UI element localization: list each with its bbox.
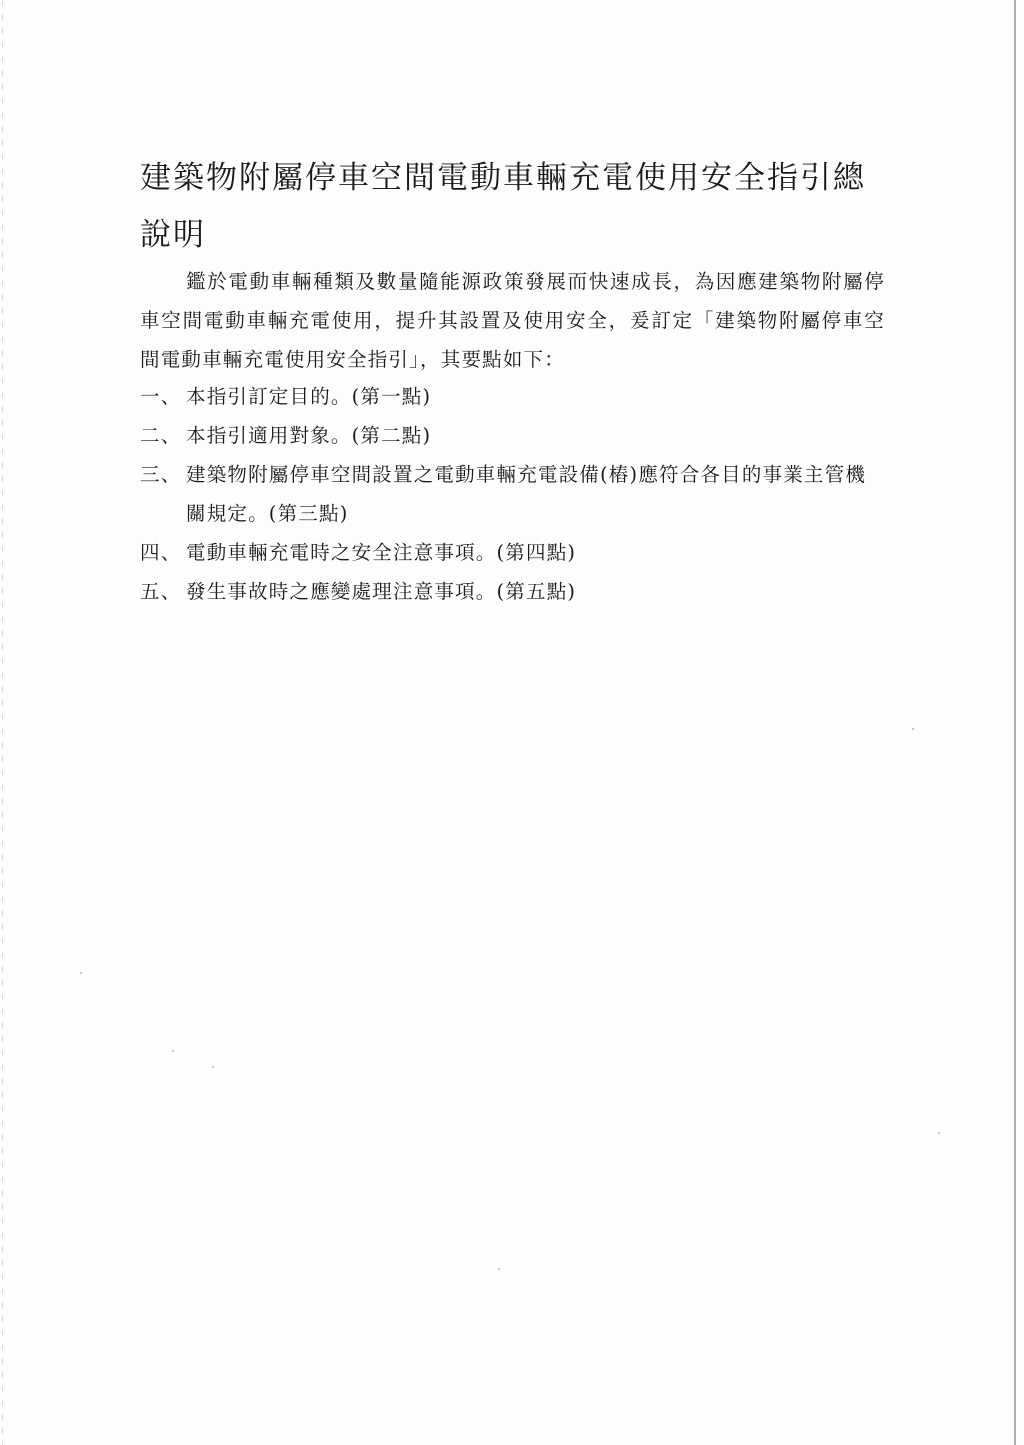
scan-edge-left bbox=[2, 0, 3, 1445]
summary-point-1 bbox=[140, 377, 885, 416]
point-number: 三、 bbox=[140, 463, 182, 486]
summary-points-list bbox=[140, 377, 885, 611]
point-number: 五、 bbox=[140, 580, 182, 603]
point-number: 四、 bbox=[140, 541, 182, 564]
intro-paragraph: 鑑於電動車輛種類及數量隨能源政策發展而快速成長，為因應建築物附屬停車空間電動車輛充電使用，提升其設置及使用安全，爰訂定「建築物附屬停車空間電動車輛充電使用安全指引」，其要點如下： bbox=[140, 270, 885, 371]
point-text: 電動車輛充電時之安全注意事項。(第四點) bbox=[186, 541, 577, 564]
scan-speck bbox=[172, 1050, 174, 1052]
document-title: 建築物附屬停車空間電動車輛充電使用安全指引總說明 bbox=[140, 160, 866, 253]
point-text: 本指引適用對象。(第二點) bbox=[186, 424, 432, 447]
summary-point-2 bbox=[140, 416, 885, 455]
point-text: 本指引訂定目的。(第一點) bbox=[186, 385, 432, 408]
point-number: 二、 bbox=[140, 424, 182, 447]
scan-speck bbox=[80, 972, 82, 974]
summary-point-5 bbox=[140, 572, 885, 611]
summary-point-4 bbox=[140, 533, 885, 572]
point-text: 發生事故時之應變處理注意事項。(第五點) bbox=[186, 580, 577, 603]
scan-speck bbox=[912, 728, 914, 730]
point-number: 一、 bbox=[140, 385, 182, 408]
scan-speck bbox=[212, 1066, 214, 1068]
scan-speck bbox=[498, 1268, 500, 1270]
point-text: 建築物附屬停車空間設置之電動車輛充電設備(樁)應符合各目的事業主管機關規定。(第三點) bbox=[186, 463, 867, 525]
summary-point-3 bbox=[140, 455, 885, 533]
scan-edge-right bbox=[1014, 0, 1016, 1445]
scan-speck bbox=[938, 1132, 940, 1134]
